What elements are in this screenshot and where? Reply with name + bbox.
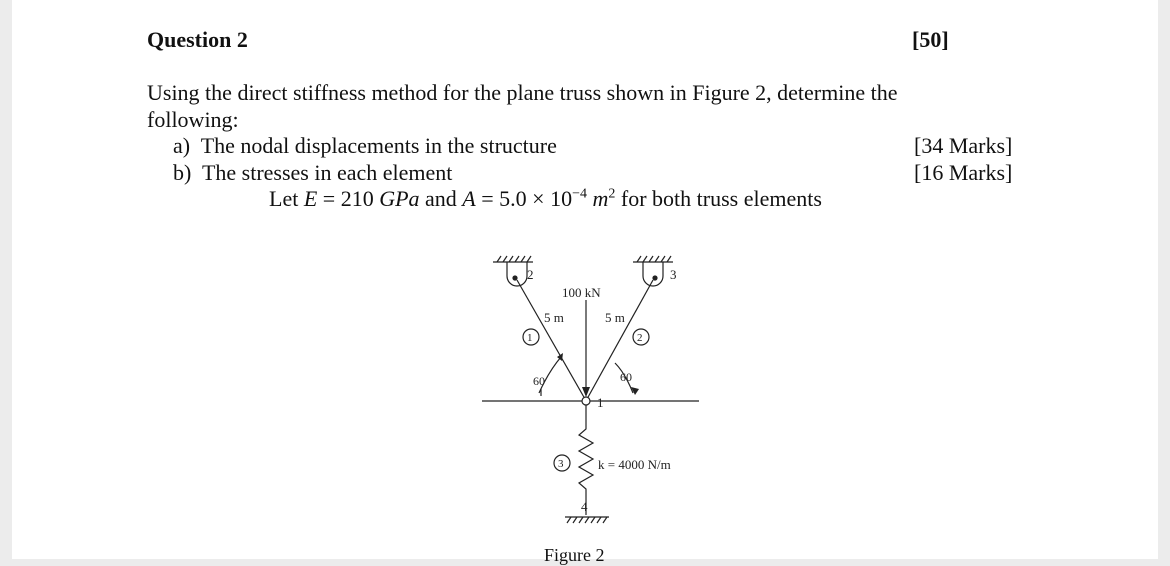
question-title: Question 2 xyxy=(147,27,248,52)
area-exponent: −4 xyxy=(572,186,587,202)
question-total-marks: [50] xyxy=(912,27,949,52)
node-1-label: 1 xyxy=(597,395,604,410)
item-a xyxy=(173,133,557,159)
given-values xyxy=(269,186,822,212)
area-unit: m xyxy=(592,186,609,211)
node-3-pin xyxy=(653,276,657,280)
length-right-label: 5 m xyxy=(605,310,625,325)
angle-right-label: 60 xyxy=(620,370,632,384)
right-support xyxy=(633,256,673,286)
intro-line-1: Using the direct stiffness method for the plane truss shown in Figure 2, determine the xyxy=(147,80,898,105)
item-a-marks: [34 Marks] xyxy=(914,133,1013,158)
element-2-label: 2 xyxy=(637,332,643,344)
area-value: = 5.0 × 10 xyxy=(475,186,573,211)
item-a-text: The nodal displacements in the structure xyxy=(200,133,557,158)
area-unit-exponent: 2 xyxy=(608,186,616,202)
modulus-unit: GPa xyxy=(379,186,420,211)
node-1 xyxy=(582,397,590,405)
truss-figure xyxy=(457,245,717,540)
item-b-text: The stresses in each element xyxy=(201,160,453,185)
node-2-label: 2 xyxy=(527,267,534,282)
figure-caption: Figure 2 xyxy=(544,545,605,565)
item-b-marks: [16 Marks] xyxy=(914,160,1013,185)
item-b xyxy=(173,160,452,186)
ground-support xyxy=(565,517,609,523)
intro-line-2: following: xyxy=(147,107,239,132)
given-and: and xyxy=(419,186,463,211)
given-prefix: Let xyxy=(269,186,304,211)
modulus-symbol: E xyxy=(303,186,318,211)
node-4-label: 4 xyxy=(581,499,588,514)
modulus-value: = 210 xyxy=(317,186,380,211)
document-page xyxy=(12,0,1158,565)
node-2-pin xyxy=(513,276,517,280)
item-b-label: b) xyxy=(173,160,192,185)
element-3-label: 3 xyxy=(558,458,564,470)
area-symbol: A xyxy=(462,186,476,211)
given-suffix: for both truss elements xyxy=(615,186,822,211)
element-1-label: 1 xyxy=(527,332,533,344)
node-3-label: 3 xyxy=(670,267,677,282)
spring-stiffness-label: k = 4000 N/m xyxy=(598,457,671,472)
angle-left-label: 60 xyxy=(533,374,545,388)
length-left-label: 5 m xyxy=(544,310,564,325)
load-label: 100 kN xyxy=(562,285,601,300)
item-a-label: a) xyxy=(173,133,191,158)
